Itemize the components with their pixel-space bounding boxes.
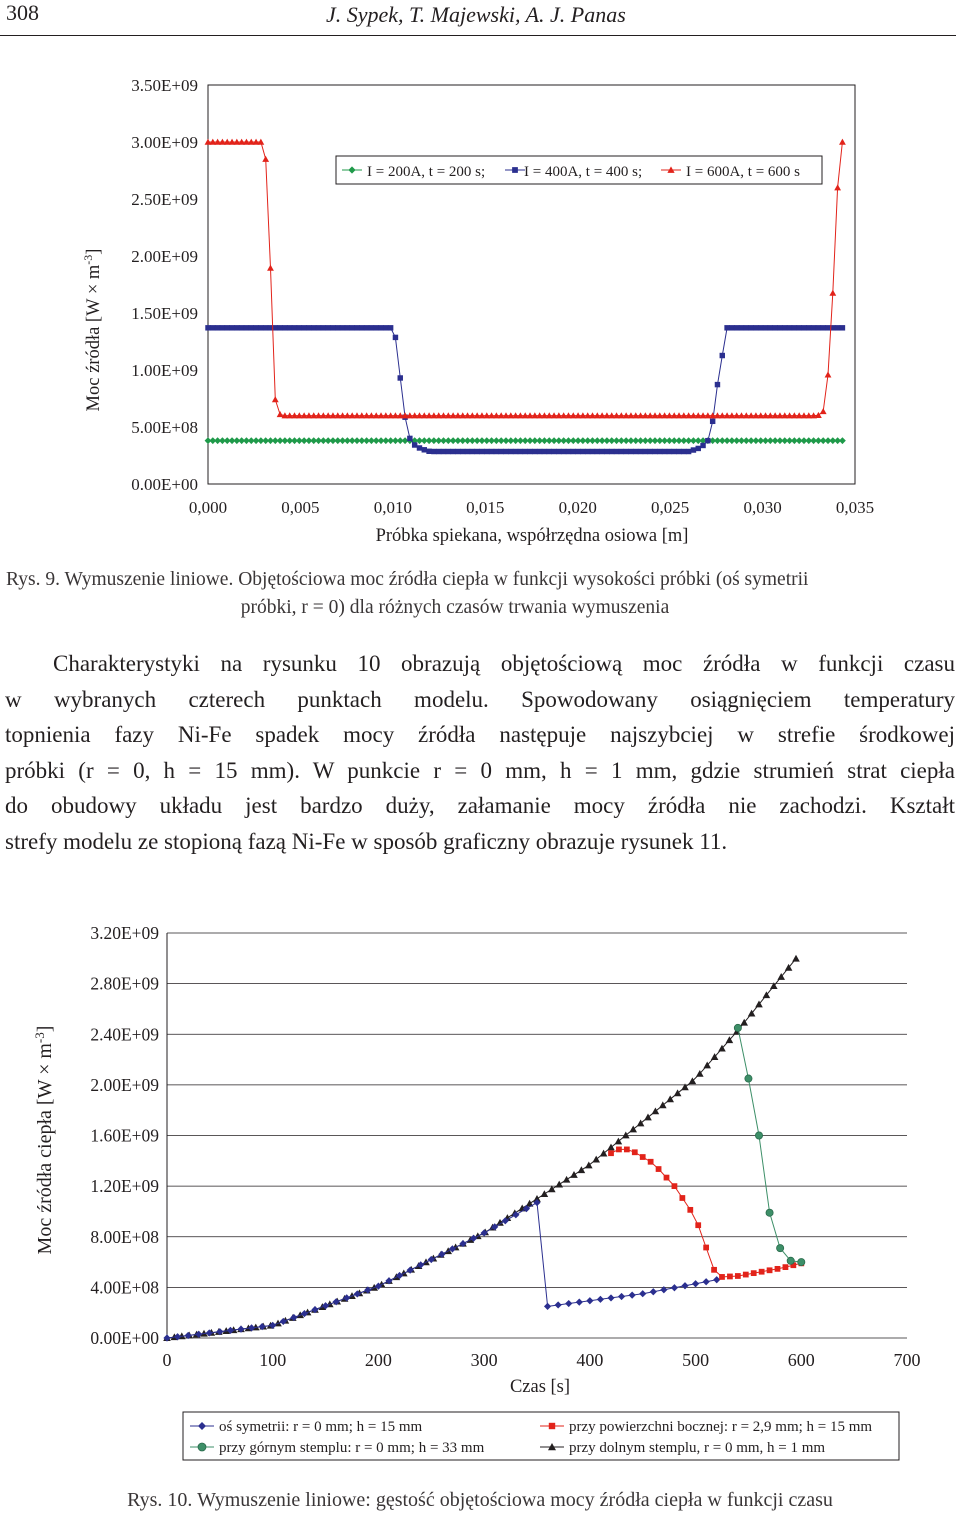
header-rule bbox=[0, 35, 956, 36]
data-point bbox=[735, 1273, 741, 1279]
data-point bbox=[753, 325, 758, 330]
data-point bbox=[775, 1266, 781, 1272]
svg-text:Moc źródła [W × m-3]: Moc źródła $[W \times m^{-3}]$ bbox=[81, 248, 104, 412]
data-point bbox=[590, 449, 595, 454]
data-point bbox=[544, 1303, 551, 1310]
data-point bbox=[301, 325, 306, 330]
legend-label: przy dolnym stemplu, r = 0 mm, h = 1 mm bbox=[569, 1440, 826, 1456]
data-point bbox=[629, 1292, 636, 1299]
data-point bbox=[503, 449, 508, 454]
paragraph-line-6: strefy modelu ze stopioną fazą Ni-Fe w sposób graficzny obrazuje rysunek 11. bbox=[5, 828, 728, 854]
data-point bbox=[450, 449, 455, 454]
data-point bbox=[513, 449, 518, 454]
data-point bbox=[671, 1284, 678, 1291]
data-point bbox=[565, 1300, 572, 1307]
data-point bbox=[681, 449, 686, 454]
data-point bbox=[703, 1278, 710, 1285]
data-point bbox=[618, 1293, 625, 1300]
data-point bbox=[696, 446, 701, 451]
y-tick-label: 2.80E+09 bbox=[90, 973, 159, 994]
figure-9-legend bbox=[336, 156, 822, 184]
y-tick-label: 0.00E+00 bbox=[131, 475, 198, 494]
x-tick-label: 700 bbox=[893, 1350, 921, 1370]
data-point bbox=[624, 1147, 630, 1153]
data-point bbox=[692, 1280, 699, 1287]
data-point bbox=[609, 449, 614, 454]
figure-9-caption-line-2: próbki, r = 0) dla różnych czasów trwania wymuszenia bbox=[240, 597, 670, 618]
data-point bbox=[734, 325, 739, 330]
data-point bbox=[643, 449, 648, 454]
legend-item bbox=[540, 1419, 872, 1435]
y-axis-label bbox=[32, 1026, 57, 1255]
data-point bbox=[608, 1150, 614, 1156]
data-point bbox=[777, 1245, 784, 1252]
data-point bbox=[273, 325, 278, 330]
legend-label: przy powierzchni bocznej: r = 2,9 mm; h = 15 mm bbox=[569, 1419, 873, 1435]
figure-9-caption-line-1: Rys. 9. Wymuszenie liniowe. Objętościowa moc źródła ciepła w funkcji wysokości próbki (oś symetrii bbox=[6, 569, 809, 590]
y-axis-label bbox=[81, 249, 104, 412]
data-point bbox=[422, 447, 427, 452]
data-point bbox=[417, 445, 422, 450]
data-point bbox=[277, 325, 282, 330]
data-point bbox=[234, 325, 239, 330]
data-point bbox=[306, 325, 311, 330]
y-tick-label: 2.40E+09 bbox=[90, 1024, 159, 1045]
paragraph-line-2: w wybranych czterech punktach modelu. Spowodowany osiągnięciem temperatury bbox=[5, 686, 955, 712]
figure-9-caption bbox=[6, 566, 956, 622]
data-point bbox=[672, 1183, 678, 1189]
data-point bbox=[489, 449, 494, 454]
series-line bbox=[167, 1203, 717, 1338]
data-point bbox=[739, 325, 744, 330]
y-tick-label: 1.00E+09 bbox=[131, 361, 198, 380]
paragraph-line-5: do obudowy układu jest bardzo duży, załamanie mocy źródła nie zachodzi. Kształt bbox=[5, 793, 955, 818]
data-point bbox=[745, 1075, 752, 1082]
data-point bbox=[479, 449, 484, 454]
data-point bbox=[470, 449, 475, 454]
x-axis-label: Próbka spiekana, współrzędna osiowa [m] bbox=[375, 526, 689, 546]
data-point bbox=[640, 1154, 646, 1160]
y-tick-label: 5.00E+08 bbox=[131, 418, 198, 437]
data-point bbox=[585, 449, 590, 454]
x-tick-label: 100 bbox=[259, 1350, 287, 1370]
data-point bbox=[532, 449, 537, 454]
data-point bbox=[656, 1166, 662, 1172]
data-point bbox=[648, 1159, 654, 1165]
y-tick-label: 3.00E+09 bbox=[131, 133, 198, 152]
data-point bbox=[556, 449, 561, 454]
legend-label: I = 200A, t = 200 s; bbox=[367, 164, 486, 180]
data-point bbox=[820, 408, 827, 414]
data-point bbox=[671, 449, 676, 454]
data-point bbox=[839, 437, 846, 444]
data-point bbox=[703, 1245, 709, 1251]
data-point bbox=[378, 325, 383, 330]
data-point bbox=[820, 325, 825, 330]
data-point bbox=[705, 438, 710, 443]
data-point bbox=[267, 265, 274, 271]
figure-9-chart bbox=[0, 50, 960, 570]
data-point bbox=[262, 156, 269, 162]
data-point bbox=[547, 449, 552, 454]
data-point bbox=[277, 411, 284, 417]
data-point bbox=[249, 325, 254, 330]
data-point bbox=[595, 449, 600, 454]
data-point bbox=[586, 1297, 593, 1304]
data-point bbox=[359, 325, 364, 330]
data-point bbox=[632, 1149, 638, 1155]
data-point bbox=[441, 449, 446, 454]
data-point bbox=[561, 449, 566, 454]
x-tick-label: 400 bbox=[576, 1350, 604, 1370]
plot-area bbox=[208, 85, 855, 484]
data-point bbox=[498, 449, 503, 454]
data-point bbox=[340, 325, 345, 330]
figure-10-axes bbox=[90, 923, 920, 1370]
data-point bbox=[720, 353, 725, 358]
data-point bbox=[801, 325, 806, 330]
data-point bbox=[518, 449, 523, 454]
body-paragraph bbox=[5, 646, 955, 859]
data-point bbox=[616, 1147, 622, 1153]
data-point bbox=[316, 325, 321, 330]
data-point bbox=[345, 325, 350, 330]
y-tick-label: 2.50E+09 bbox=[131, 190, 198, 209]
data-point bbox=[578, 1166, 586, 1173]
data-point bbox=[834, 184, 841, 190]
series-1 bbox=[163, 1199, 720, 1342]
data-point bbox=[681, 1282, 688, 1289]
data-point bbox=[650, 1288, 657, 1295]
x-tick-label: 0,010 bbox=[373, 498, 412, 517]
series-3 bbox=[734, 1024, 805, 1265]
paragraph-line-4: próbki (r = 0, h = 15 mm). W punkcie r = 0 mm, h = 1 mm, gdzie strumień strat ciepła bbox=[5, 757, 955, 783]
legend-label: przy górnym stemplu: r = 0 mm; h = 33 mm bbox=[219, 1440, 485, 1456]
data-point bbox=[604, 449, 609, 454]
x-tick-label: 500 bbox=[682, 1350, 710, 1370]
legend-marker bbox=[549, 1423, 555, 1429]
paragraph-line-3: topnienia fazy Ni-Fe spadek mocy źródła następuje najszybciej w strefie środkowej bbox=[5, 722, 955, 747]
data-point bbox=[628, 449, 633, 454]
data-point bbox=[647, 449, 652, 454]
legend-label: oś symetrii: r = 0 mm; h = 15 mm bbox=[219, 1419, 423, 1435]
x-tick-label: 0,005 bbox=[281, 498, 320, 517]
data-point bbox=[205, 325, 210, 330]
data-point bbox=[710, 419, 715, 424]
data-point bbox=[494, 449, 499, 454]
data-point bbox=[220, 325, 225, 330]
data-point bbox=[239, 325, 244, 330]
data-point bbox=[766, 1209, 773, 1216]
data-point bbox=[287, 325, 292, 330]
data-point bbox=[700, 443, 705, 448]
data-point bbox=[798, 1258, 805, 1265]
data-point bbox=[527, 449, 532, 454]
data-point bbox=[412, 442, 417, 447]
data-point bbox=[349, 325, 354, 330]
data-point bbox=[508, 449, 513, 454]
figure-10-caption: Rys. 10. Wymuszenie liniowe: gęstość objętościowa mocy źródła ciepła w funkcji czasu bbox=[127, 1489, 833, 1511]
data-point bbox=[364, 325, 369, 330]
data-point bbox=[768, 325, 773, 330]
data-point bbox=[695, 1222, 701, 1228]
data-point bbox=[263, 325, 268, 330]
data-point bbox=[244, 325, 249, 330]
legend-marker bbox=[198, 1443, 206, 1451]
paragraph-line-1: Charakterystyki na rysunku 10 obrazują objętościową moc źródła w funkcji czasu bbox=[53, 651, 955, 676]
data-point bbox=[763, 325, 768, 330]
data-point bbox=[811, 325, 816, 330]
series-2 bbox=[205, 325, 845, 454]
data-point bbox=[576, 1299, 583, 1306]
data-point bbox=[687, 1207, 693, 1213]
data-point bbox=[840, 325, 845, 330]
data-point bbox=[229, 325, 234, 330]
data-point bbox=[566, 449, 571, 454]
data-point bbox=[758, 325, 763, 330]
series-2 bbox=[608, 1147, 804, 1280]
legend-item bbox=[190, 1419, 422, 1435]
data-point bbox=[555, 1301, 562, 1308]
data-point bbox=[607, 1294, 614, 1301]
x-tick-label: 300 bbox=[470, 1350, 498, 1370]
data-point bbox=[729, 325, 734, 330]
data-point bbox=[537, 449, 542, 454]
data-point bbox=[679, 1195, 685, 1201]
data-point bbox=[744, 325, 749, 330]
x-tick-label: 0,000 bbox=[188, 498, 228, 517]
data-point bbox=[541, 1190, 549, 1197]
data-point bbox=[619, 449, 624, 454]
x-tick-label: 0,025 bbox=[651, 498, 690, 517]
y-tick-label: 3.50E+09 bbox=[131, 76, 198, 95]
data-point bbox=[816, 325, 821, 330]
legend-label: I = 400A, t = 400 s; bbox=[524, 164, 643, 180]
x-tick-label: 0,015 bbox=[466, 498, 505, 517]
data-point bbox=[759, 1269, 765, 1275]
data-point bbox=[354, 325, 359, 330]
y-tick-label: 1.50E+09 bbox=[131, 304, 198, 323]
y-tick-label: 2.00E+09 bbox=[90, 1074, 159, 1095]
data-point bbox=[325, 325, 330, 330]
data-point bbox=[436, 449, 441, 454]
legend-label: I = 600A, t = 600 s bbox=[686, 164, 801, 180]
data-point bbox=[215, 325, 220, 330]
data-point bbox=[585, 1161, 593, 1168]
data-point bbox=[772, 325, 777, 330]
data-point bbox=[542, 449, 547, 454]
data-point bbox=[599, 449, 604, 454]
y-tick-label: 1.60E+09 bbox=[90, 1125, 159, 1146]
legend-item bbox=[540, 1440, 825, 1456]
data-point bbox=[835, 325, 840, 330]
data-point bbox=[383, 325, 388, 330]
data-point bbox=[623, 449, 628, 454]
figure-9-marks bbox=[205, 139, 846, 455]
data-point bbox=[639, 1290, 646, 1297]
data-point bbox=[597, 1296, 604, 1303]
data-point bbox=[465, 449, 470, 454]
data-point bbox=[335, 325, 340, 330]
data-point bbox=[638, 449, 643, 454]
running-authors: J. Sypek, T. Majewski, A. J. Panas bbox=[326, 2, 626, 27]
data-point bbox=[407, 1267, 414, 1274]
data-point bbox=[796, 325, 801, 330]
data-point bbox=[806, 325, 811, 330]
data-point bbox=[748, 325, 753, 330]
data-point bbox=[767, 1267, 773, 1273]
data-point bbox=[652, 449, 657, 454]
data-point bbox=[614, 449, 619, 454]
data-point bbox=[783, 1264, 789, 1270]
figure-10-gridlines bbox=[167, 933, 907, 1338]
data-point bbox=[676, 449, 681, 454]
data-point bbox=[258, 325, 263, 330]
data-point bbox=[825, 371, 832, 377]
data-point bbox=[825, 325, 830, 330]
data-point bbox=[664, 1175, 670, 1181]
x-tick-label: 0,035 bbox=[835, 498, 875, 517]
data-point bbox=[474, 449, 479, 454]
data-point bbox=[431, 449, 436, 454]
page-number: 308 bbox=[6, 0, 39, 25]
y-tick-label: 3.20E+09 bbox=[90, 923, 159, 943]
legend-item bbox=[190, 1440, 485, 1456]
series-line bbox=[738, 1028, 801, 1262]
data-point bbox=[792, 325, 797, 330]
data-point bbox=[751, 1270, 757, 1276]
data-point bbox=[484, 449, 489, 454]
data-point bbox=[393, 335, 398, 340]
data-point bbox=[633, 449, 638, 454]
data-point bbox=[711, 1267, 717, 1273]
data-point bbox=[571, 449, 576, 454]
figure-10-legend bbox=[183, 1412, 899, 1460]
data-point bbox=[369, 325, 374, 330]
data-point bbox=[792, 955, 800, 962]
data-point bbox=[719, 1274, 725, 1280]
data-point bbox=[330, 325, 335, 330]
data-point bbox=[662, 449, 667, 454]
x-tick-label: 0,030 bbox=[743, 498, 782, 517]
data-point bbox=[575, 449, 580, 454]
data-point bbox=[657, 449, 662, 454]
data-point bbox=[724, 325, 729, 330]
data-point bbox=[455, 449, 460, 454]
data-point bbox=[715, 382, 720, 387]
figure-10-chart bbox=[0, 910, 960, 1470]
data-point bbox=[398, 375, 403, 380]
y-tick-label: 1.20E+09 bbox=[90, 1176, 159, 1197]
x-tick-label: 200 bbox=[364, 1350, 392, 1370]
data-point bbox=[782, 325, 787, 330]
data-point bbox=[563, 1176, 571, 1183]
data-point bbox=[253, 325, 258, 330]
y-tick-label: 8.00E+08 bbox=[90, 1226, 159, 1247]
y-tick-label: 0.00E+00 bbox=[90, 1328, 159, 1348]
data-point bbox=[755, 1132, 762, 1139]
legend-item bbox=[505, 164, 642, 180]
svg-text:Moc źródła ciepła [W × m-3]: Moc źródła ciepła $[W \times m^{-3}]$ bbox=[31, 1025, 56, 1255]
data-point bbox=[225, 325, 230, 330]
data-point bbox=[734, 1024, 741, 1031]
page-header bbox=[0, 0, 960, 37]
data-point bbox=[446, 449, 451, 454]
x-tick-label: 0 bbox=[162, 1350, 172, 1370]
series-line bbox=[208, 328, 842, 452]
data-point bbox=[460, 449, 465, 454]
data-point bbox=[555, 1181, 563, 1188]
data-point bbox=[787, 1257, 794, 1264]
series-line bbox=[167, 959, 796, 1339]
data-point bbox=[777, 325, 782, 330]
data-point bbox=[292, 325, 297, 330]
data-point bbox=[321, 325, 326, 330]
data-point bbox=[388, 325, 393, 330]
data-point bbox=[691, 447, 696, 452]
data-point bbox=[551, 449, 556, 454]
data-point bbox=[686, 449, 691, 454]
data-point bbox=[839, 139, 846, 145]
data-point bbox=[297, 325, 302, 330]
x-axis-label: Czas [s] bbox=[509, 1377, 571, 1397]
data-point bbox=[426, 449, 431, 454]
y-tick-label: 2.00E+09 bbox=[131, 247, 198, 266]
data-point bbox=[311, 325, 316, 330]
data-point bbox=[570, 1171, 578, 1178]
data-point bbox=[522, 449, 527, 454]
data-point bbox=[272, 396, 279, 402]
x-tick-label: 600 bbox=[787, 1350, 815, 1370]
data-point bbox=[667, 449, 672, 454]
x-tick-label: 0,020 bbox=[558, 498, 597, 517]
y-tick-label: 4.00E+08 bbox=[90, 1277, 159, 1298]
data-point bbox=[374, 325, 379, 330]
data-point bbox=[787, 325, 792, 330]
series-1 bbox=[205, 437, 846, 444]
data-point bbox=[407, 436, 412, 441]
data-point bbox=[282, 325, 287, 330]
data-point bbox=[743, 1272, 749, 1278]
data-point bbox=[829, 290, 836, 296]
data-point bbox=[210, 325, 215, 330]
legend-marker bbox=[512, 167, 518, 173]
data-point bbox=[481, 1229, 488, 1236]
data-point bbox=[580, 449, 585, 454]
figure-10-marks bbox=[163, 955, 805, 1342]
data-point bbox=[727, 1274, 733, 1280]
